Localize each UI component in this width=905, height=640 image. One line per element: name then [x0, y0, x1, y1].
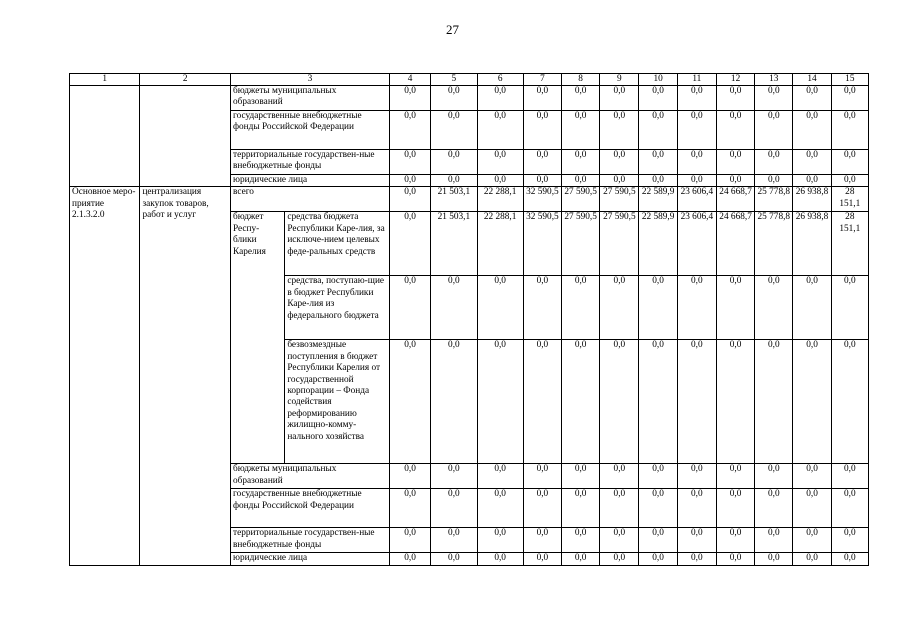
- value-cell: 0,0: [639, 86, 677, 111]
- value-cell: 0,0: [477, 340, 523, 464]
- value-cell: 0,0: [716, 276, 754, 340]
- value-cell: 0,0: [562, 528, 600, 553]
- value-cell: 0,0: [523, 553, 561, 565]
- value-cell: 0,0: [793, 340, 831, 464]
- budget-group-label: бюджет Респу-блики Карелия: [231, 212, 285, 464]
- value-cell: 0,0: [793, 528, 831, 553]
- value-cell: 0,0: [793, 111, 831, 150]
- source-label: безвозмездные поступления в бюджет Республики Карелия от государственной корпорации – Фонда содействия реформированию жилищно-комму-нального хозяйства: [285, 340, 390, 464]
- budget-table: [69, 73, 869, 566]
- value-cell: 24 668,7: [716, 187, 754, 212]
- value-cell: 0,0: [677, 553, 716, 565]
- value-cell: 0,0: [639, 553, 677, 565]
- source-label: юридические лица: [231, 553, 390, 565]
- value-cell: 0,0: [639, 528, 677, 553]
- value-cell: 0,0: [716, 489, 754, 528]
- value-cell: 0,0: [831, 528, 868, 553]
- value-cell: 0,0: [793, 175, 831, 187]
- value-cell: 0,0: [562, 276, 600, 340]
- source-label: юридические лица: [231, 175, 390, 187]
- value-cell: 0,0: [477, 489, 523, 528]
- value-cell: 0,0: [755, 528, 793, 553]
- value-cell: 0,0: [600, 489, 639, 528]
- column-header: 2: [140, 74, 231, 86]
- value-cell: 32 590,5: [523, 187, 561, 212]
- value-cell: 0,0: [639, 150, 677, 175]
- value-cell: 0,0: [793, 489, 831, 528]
- value-cell: 0,0: [755, 553, 793, 565]
- value-cell: 0,0: [600, 528, 639, 553]
- value-cell: 0,0: [431, 528, 477, 553]
- value-cell: 27 590,5: [600, 212, 639, 276]
- column-header: 4: [389, 74, 430, 86]
- table-row: [70, 74, 869, 86]
- value-cell: 0,0: [600, 150, 639, 175]
- value-cell: 0,0: [793, 553, 831, 565]
- value-cell: 26 938,8: [793, 212, 831, 276]
- value-cell: 0,0: [477, 464, 523, 489]
- value-cell: 0,0: [477, 553, 523, 565]
- column-header: 9: [600, 74, 639, 86]
- value-cell: 0,0: [677, 276, 716, 340]
- value-cell: 0,0: [831, 464, 868, 489]
- value-cell: 0,0: [562, 489, 600, 528]
- value-cell: 0,0: [562, 150, 600, 175]
- column-header: 13: [755, 74, 793, 86]
- value-cell: 0,0: [477, 150, 523, 175]
- value-cell: 0,0: [831, 340, 868, 464]
- value-cell: 0,0: [523, 340, 561, 464]
- value-cell: 22 288,1: [477, 212, 523, 276]
- source-label: территориальные государствен-ные внебюджетные фонды: [231, 528, 390, 553]
- value-cell: 0,0: [831, 150, 868, 175]
- column-header: 10: [639, 74, 677, 86]
- value-cell: 0,0: [716, 464, 754, 489]
- value-cell: 0,0: [793, 464, 831, 489]
- empty-cell: [140, 86, 231, 187]
- event-name: Основное меро-приятие 2.1.3.2.0: [70, 187, 140, 565]
- value-cell: 0,0: [677, 86, 716, 111]
- value-cell: 0,0: [755, 464, 793, 489]
- value-cell: 0,0: [523, 150, 561, 175]
- value-cell: 0,0: [716, 175, 754, 187]
- source-label: бюджеты муниципальных образований: [231, 464, 390, 489]
- value-cell: 0,0: [831, 489, 868, 528]
- value-cell: 25 778,8: [755, 187, 793, 212]
- value-cell: 22 589,9: [639, 187, 677, 212]
- value-cell: 0,0: [677, 464, 716, 489]
- value-cell: 0,0: [755, 340, 793, 464]
- value-cell: 0,0: [477, 111, 523, 150]
- value-cell: 0,0: [639, 175, 677, 187]
- value-cell: 21 503,1: [431, 212, 477, 276]
- value-cell: 0,0: [389, 489, 430, 528]
- value-cell: 0,0: [677, 528, 716, 553]
- column-header: 5: [431, 74, 477, 86]
- value-cell: 0,0: [477, 86, 523, 111]
- value-cell: 0,0: [677, 111, 716, 150]
- value-cell: 0,0: [389, 86, 430, 111]
- column-header: 8: [562, 74, 600, 86]
- value-cell: 0,0: [431, 276, 477, 340]
- value-cell: 0,0: [716, 111, 754, 150]
- value-cell: 0,0: [639, 340, 677, 464]
- page-number: 27: [446, 22, 459, 37]
- value-cell: 0,0: [477, 528, 523, 553]
- value-cell: 0,0: [562, 86, 600, 111]
- value-cell: 0,0: [716, 528, 754, 553]
- value-cell: 0,0: [600, 464, 639, 489]
- table-row: [70, 187, 869, 212]
- value-cell: 0,0: [831, 175, 868, 187]
- source-label: бюджеты муниципальных образований: [231, 86, 390, 111]
- value-cell: 0,0: [793, 86, 831, 111]
- value-cell: 0,0: [600, 340, 639, 464]
- value-cell: 0,0: [389, 150, 430, 175]
- column-header: 12: [716, 74, 754, 86]
- value-cell: 0,0: [755, 175, 793, 187]
- value-cell: 0,0: [477, 175, 523, 187]
- value-cell: 0,0: [831, 276, 868, 340]
- source-label: государственные внебюджетные фонды Российской Федерации: [231, 489, 390, 528]
- value-cell: 0,0: [389, 276, 430, 340]
- value-cell: 0,0: [431, 175, 477, 187]
- value-cell: 0,0: [793, 276, 831, 340]
- value-cell: 24 668,7: [716, 212, 754, 276]
- value-cell: 0,0: [639, 489, 677, 528]
- value-cell: 25 778,8: [755, 212, 793, 276]
- value-cell: 0,0: [477, 276, 523, 340]
- value-cell: 22 288,1: [477, 187, 523, 212]
- value-cell: 0,0: [389, 553, 430, 565]
- column-header: 11: [677, 74, 716, 86]
- value-cell: 0,0: [831, 553, 868, 565]
- value-cell: 0,0: [562, 175, 600, 187]
- value-cell: 22 589,9: [639, 212, 677, 276]
- value-cell: 0,0: [523, 111, 561, 150]
- value-cell: 0,0: [716, 553, 754, 565]
- value-cell: 0,0: [793, 150, 831, 175]
- value-cell: 27 590,5: [600, 187, 639, 212]
- value-cell: 27 590,5: [562, 187, 600, 212]
- value-cell: 0,0: [755, 150, 793, 175]
- value-cell: 0,0: [523, 86, 561, 111]
- value-cell: 0,0: [431, 553, 477, 565]
- value-cell: 0,0: [677, 340, 716, 464]
- table-row: [70, 86, 869, 111]
- value-cell: 0,0: [562, 340, 600, 464]
- source-label: территориальные государствен-ные внебюджетные фонды: [231, 150, 390, 175]
- value-cell: 0,0: [600, 553, 639, 565]
- value-cell: 0,0: [389, 528, 430, 553]
- value-cell: 0,0: [562, 111, 600, 150]
- value-cell: 0,0: [431, 86, 477, 111]
- value-cell: 0,0: [389, 111, 430, 150]
- value-cell: 0,0: [523, 276, 561, 340]
- value-cell: 0,0: [755, 276, 793, 340]
- value-cell: 0,0: [562, 464, 600, 489]
- value-cell: 0,0: [523, 528, 561, 553]
- empty-cell: [70, 86, 140, 187]
- value-cell: 0,0: [431, 489, 477, 528]
- value-cell: 32 590,5: [523, 212, 561, 276]
- value-cell: 27 590,5: [562, 212, 600, 276]
- value-cell: 0,0: [755, 86, 793, 111]
- value-cell: 0,0: [600, 86, 639, 111]
- column-header: 3: [231, 74, 390, 86]
- value-cell: 0,0: [431, 150, 477, 175]
- value-cell: 0,0: [389, 464, 430, 489]
- value-cell: 0,0: [562, 553, 600, 565]
- column-header: 14: [793, 74, 831, 86]
- event-description: централизация закупок товаров, работ и услуг: [140, 187, 231, 565]
- value-cell: 0,0: [523, 489, 561, 528]
- value-cell: 0,0: [431, 340, 477, 464]
- value-cell: 0,0: [755, 111, 793, 150]
- value-cell: 0,0: [639, 464, 677, 489]
- value-cell: 28 151,1: [831, 212, 868, 276]
- value-cell: 26 938,8: [793, 187, 831, 212]
- value-cell: 0,0: [389, 212, 430, 276]
- value-cell: 0,0: [523, 175, 561, 187]
- value-cell: 0,0: [639, 276, 677, 340]
- value-cell: 0,0: [600, 111, 639, 150]
- value-cell: 0,0: [677, 489, 716, 528]
- column-header: 6: [477, 74, 523, 86]
- value-cell: 0,0: [389, 175, 430, 187]
- column-header: 15: [831, 74, 868, 86]
- total-label: всего: [231, 187, 390, 212]
- value-cell: 0,0: [716, 86, 754, 111]
- source-label: средства, поступаю-щие в бюджет Республики Каре-лия из федерального бюджета: [285, 276, 390, 340]
- value-cell: 0,0: [389, 340, 430, 464]
- source-label: государственные внебюджетные фонды Российской Федерации: [231, 111, 390, 150]
- value-cell: 0,0: [677, 175, 716, 187]
- value-cell: 0,0: [639, 111, 677, 150]
- value-cell: 0,0: [431, 111, 477, 150]
- value-cell: 0,0: [600, 276, 639, 340]
- value-cell: 0,0: [831, 111, 868, 150]
- value-cell: 0,0: [600, 175, 639, 187]
- value-cell: 23 606,4: [677, 212, 716, 276]
- value-cell: 0,0: [831, 86, 868, 111]
- column-header: 7: [523, 74, 561, 86]
- value-cell: 0,0: [716, 150, 754, 175]
- source-label: средства бюджета Республики Каре-лия, за исключе-нием целевых феде-ральных средств: [285, 212, 390, 276]
- value-cell: 21 503,1: [431, 187, 477, 212]
- value-cell: 0,0: [431, 464, 477, 489]
- value-cell: 0,0: [755, 489, 793, 528]
- value-cell: 0,0: [389, 187, 430, 212]
- value-cell: 0,0: [716, 340, 754, 464]
- column-header: 1: [70, 74, 140, 86]
- value-cell: 0,0: [677, 150, 716, 175]
- value-cell: 23 606,4: [677, 187, 716, 212]
- value-cell: 28 151,1: [831, 187, 868, 212]
- value-cell: 0,0: [523, 464, 561, 489]
